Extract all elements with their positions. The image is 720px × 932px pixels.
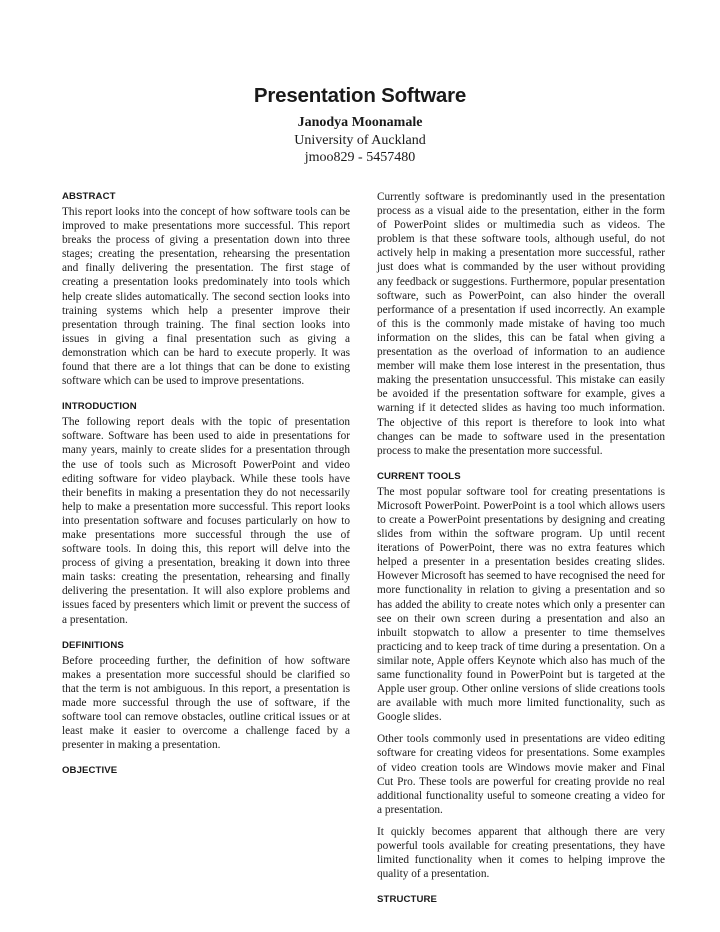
current-tools-paragraph: Other tools commonly used in presentations are video editing software for creating videos for presentations. Some examples of video creation tools are Windows movie maker and Final Cut Pro. These tools are powerful for creating provide no real additional functionality useful to someone creating a video for a presentation. — [377, 733, 665, 816]
author-contact: jmoo829 - 5457480 — [304, 150, 416, 165]
current-tools-heading: CURRENT TOOLS — [377, 470, 461, 482]
definitions-heading: DEFINITIONS — [62, 639, 124, 651]
introduction-body: The following report deals with the topic of presentation software. Software has been used to aide in presentations for many years, mainly to create slides for a presentation through the use of tools such as Microsoft PowerPoint and video editing software for video playback. While these tools have their benefits in making a presentation they do not necessarily help to make a presentation more successful. This report looks into presentation software and focuses particularly on how to make presentations more successful through the use of software tools. In doing this, this report will delve into the process of giving a presentation, breaking it down into three main tasks: creating the presentation, rehearsing and finally delivering the presentation. It will also explore problems and issues faced by presenters which limit or prevent the success of a presentation. — [62, 416, 350, 626]
definitions-body: Before proceeding further, the definition of how software makes a presentation more successful should be clarified so that the term is not ambiguous. In this report, a presentation is made more successful through the use of software, if the software tool can remove obstacles, outline critical issues or at least make it easier to overcome a challenge faced by a presenter in making a presentation. — [62, 654, 350, 752]
abstract-section — [62, 190, 350, 388]
author-name: Janodya Moonamale — [297, 115, 423, 130]
introduction-heading: INTRODUCTION — [62, 401, 137, 413]
abstract-heading: ABSTRACT — [62, 191, 116, 202]
structure-section — [377, 893, 665, 907]
objective-body: Currently software is predominantly used in the presentation process as a visual aide to the presentation, either in the form of PowerPoint slides or multimedia such as videos. The problem is that these software tools, although useful, do not actively help in making a presentation more successful, rather just does what is commanded by the user without providing any feedback or suggestions. Furthermore, popular presentation software, such as PowerPoint, can also hinder the overall performance of a presentation if used incorrectly. An example of this is the commonly made mistake of having too much information on the slides, this can be fatal when giving a presentation as the overload of information to an audience member will make them lose interest in the presentation, thus making the presentation unsuccessful. This mistake can easily be avoided if the presentation software for example, gives a warning if it detected slides as having too much information. The objective of this report is therefore to look into what changes can be made to software used in the presentation process to make the presentation more successful. — [377, 191, 665, 457]
left-column — [62, 190, 350, 779]
author-block — [0, 114, 720, 167]
introduction-section — [62, 400, 350, 626]
current-tools-section — [377, 470, 665, 882]
abstract-body: This report looks into the concept of how software tools can be improved to make presentations more successful. This report breaks the process of giving a presentation down into three stages; creating the presentation, rehearsing the presentation and finally delivering the presentation. The first stage of creating a presentation looks predominately into tools which help create slides automatically. The second section looks into training systems which help a presenter improve their presentation through training. The final section looks into issues in giving a final presentation such as giving a demonstration which can be hard to execute properly. It was found that there are a lot things that can be done to existing software which can be used to improve presentations. — [62, 206, 350, 388]
objective-heading: OBJECTIVE — [62, 765, 118, 777]
objective-continued — [377, 190, 665, 458]
current-tools-paragraph: It quickly becomes apparent that although there are very powerful tools available for creating presentations, they have limited functionality when it comes to helping improve the quality of a presentation. — [377, 825, 665, 881]
current-tools-paragraph: The most popular software tool for creating presentations is Microsoft PowerPoint. PowerPoint is a tool which allows users to create a PowerPoint presentations by designing and creating slides from within the software program. Up until recent iterations of PowerPoint, there was no extra features which helped a presenter in a presentation besides creating slides. However Microsoft has seemed to have recognised the need for more functionality in relation to giving a presentation and so has added the ability to create notes which only a presenter can see on their own screen during a presentation and also an inbuilt stopwatch to allow a presenter to time themselves practicing and to keep track of time during a presentation. On a similar note, Apple offers Keynote which also has much of the same functionality found in PowerPoint but is targeted at the Apple user group. Other online versions of slide creations tools are available with much more limited functionality, such as Google slides. — [377, 485, 665, 724]
structure-heading: STRUCTURE — [377, 894, 438, 906]
right-column — [377, 190, 665, 908]
definitions-section — [62, 639, 350, 753]
paper-title: Presentation Software — [253, 84, 467, 107]
objective-section — [62, 764, 350, 778]
author-affiliation: University of Auckland — [294, 132, 426, 148]
